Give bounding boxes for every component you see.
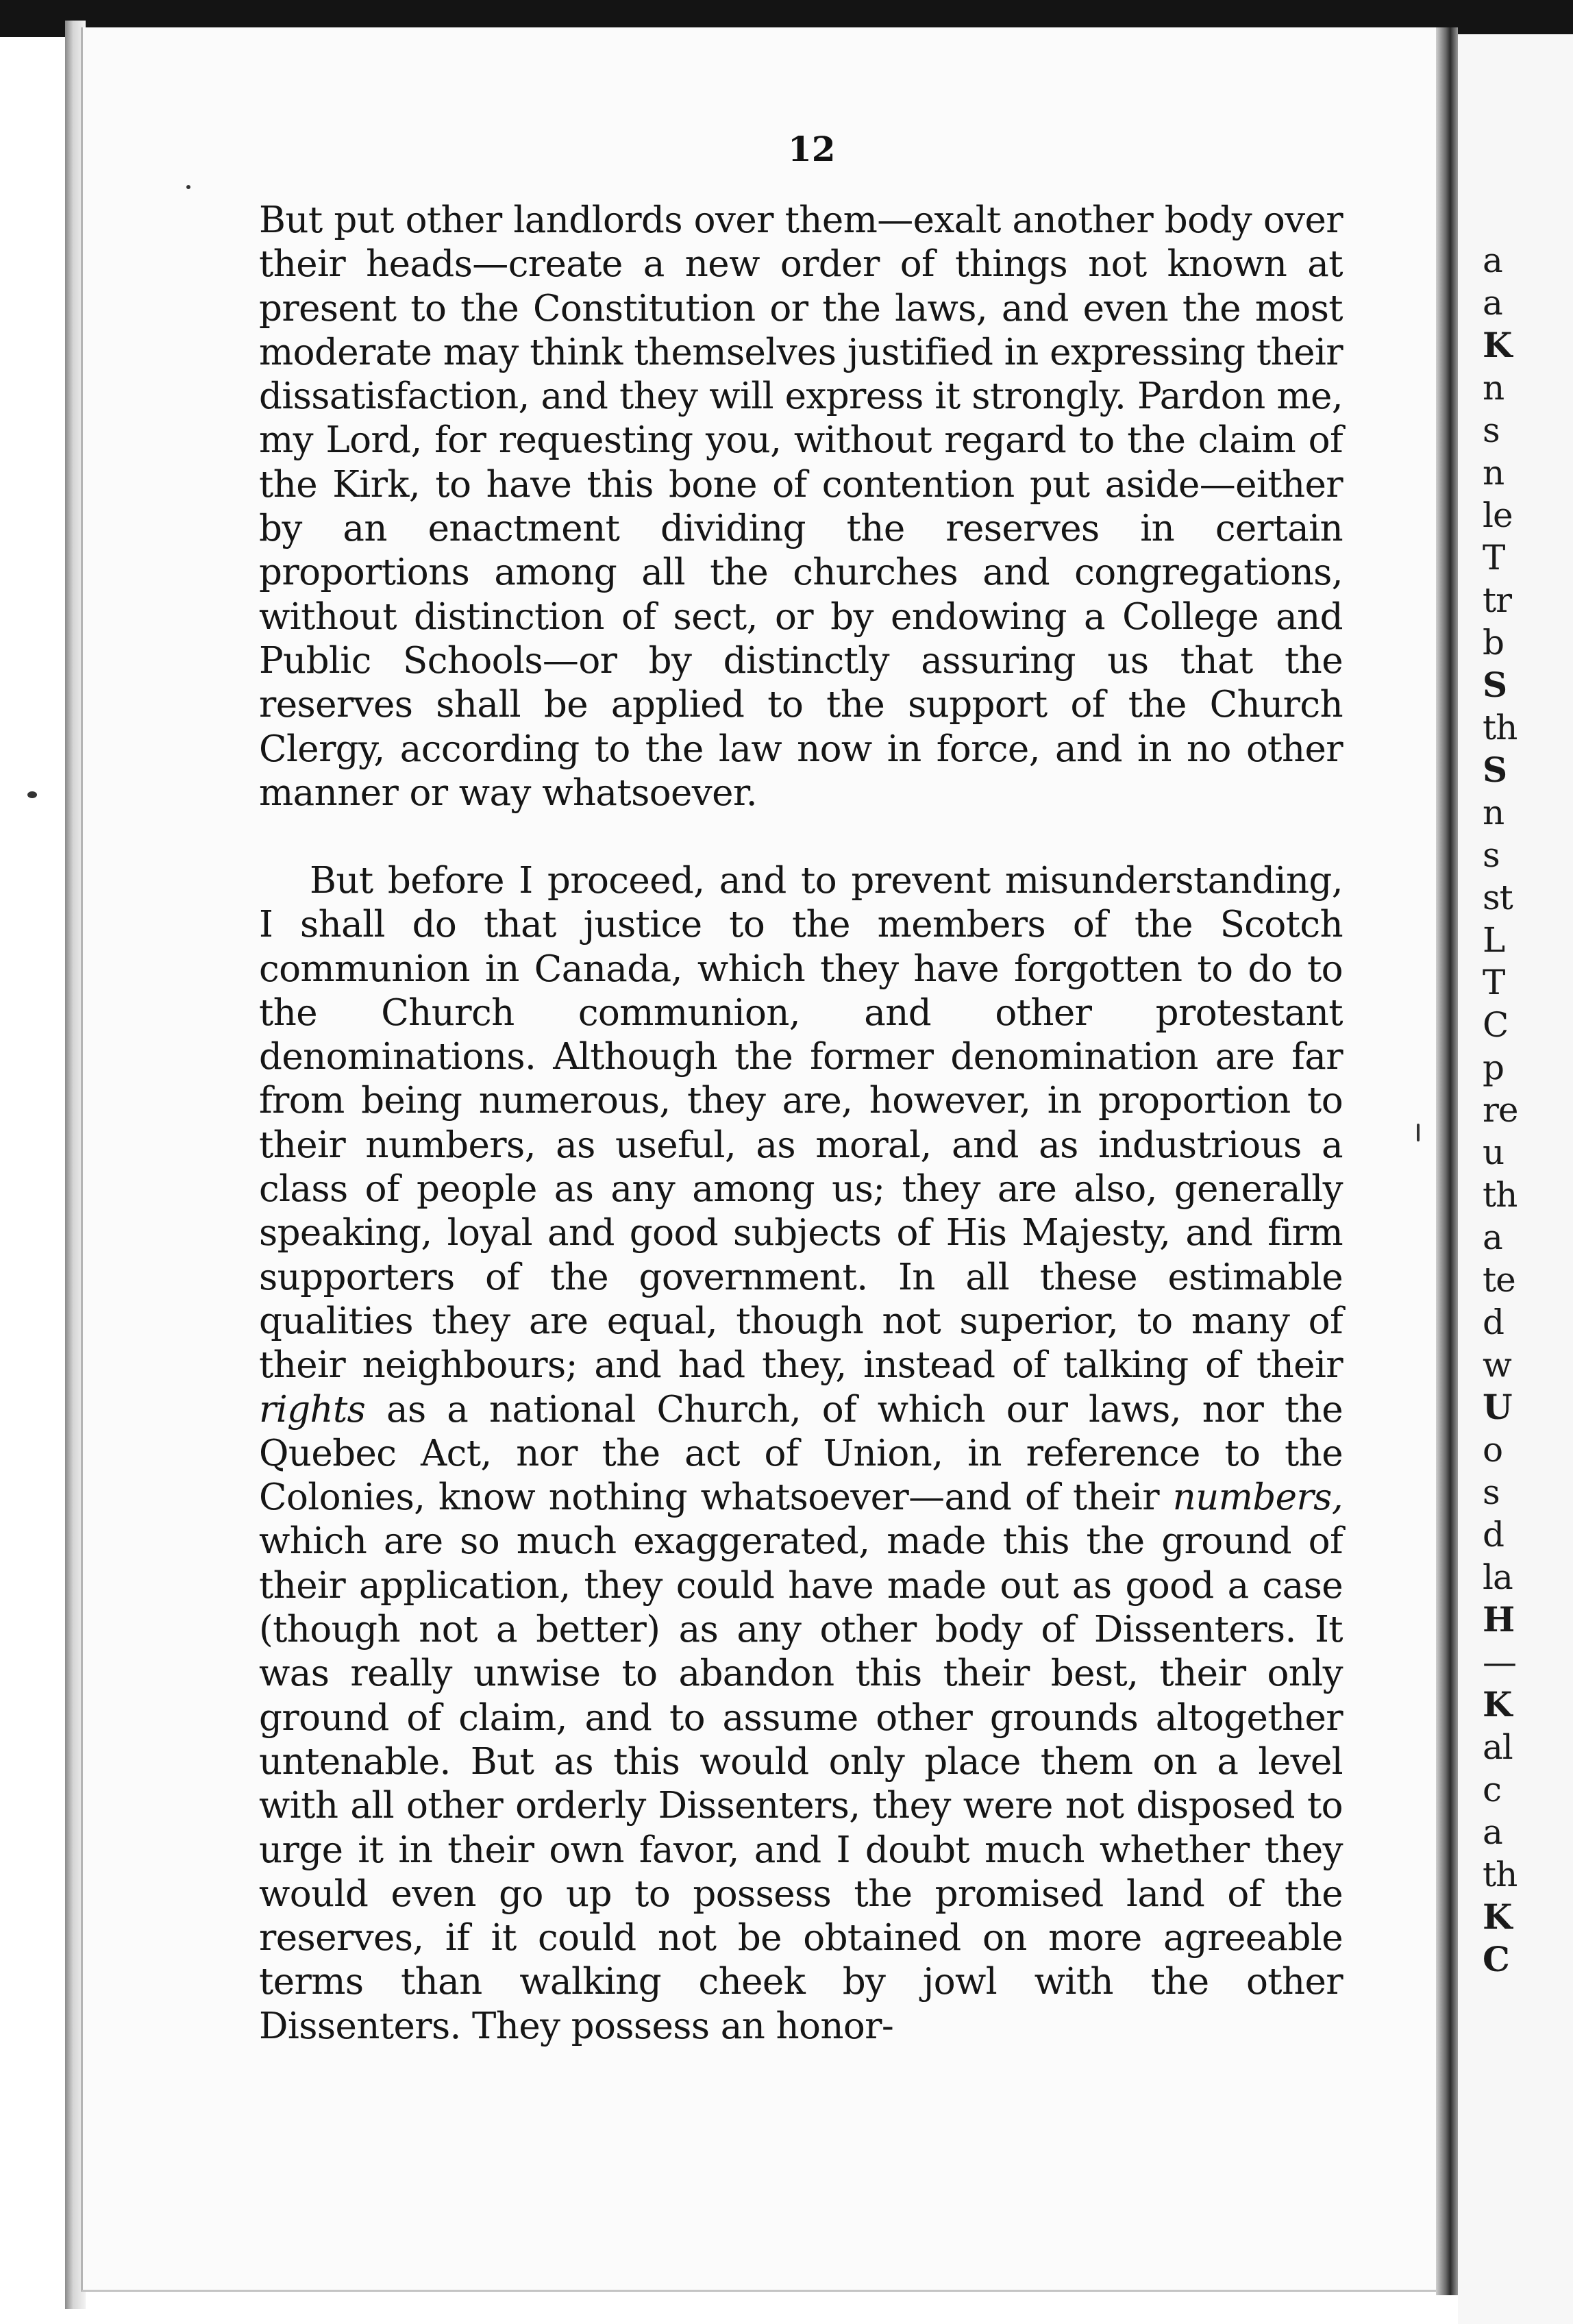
next-page-fragment: p — [1483, 1048, 1504, 1087]
next-page-fragment: H — [1483, 1599, 1515, 1640]
next-page-fragment: th — [1483, 1855, 1518, 1894]
next-page-fragment: d — [1483, 1302, 1504, 1342]
scan-speck — [27, 791, 37, 798]
next-page-fragment: u — [1483, 1133, 1504, 1172]
next-page-edge — [1458, 34, 1573, 2324]
next-page-fragment: K — [1483, 1684, 1512, 1725]
next-page-fragment: c — [1483, 1770, 1502, 1809]
paragraph-2-text-a: But before I proceed, and to prevent misunderstanding, I shall do that justice to the members of the Scotch communion in Canada, which they have forgotten to do to the Church communion, and other protestant denominations. Although the former denomination are far from being numerous, they are, however, in proportion to their numbers, as useful, as moral, and as industrious a class of people as any among us; they are also, generally speaking, loyal and good subjects of His Majesty, and firm supporters of the government. In all these estimable qualities they are equal, though not superior, to many of their neighbours; and had they, instead of talking of their — [259, 860, 1343, 1387]
next-page-fragment: s — [1483, 835, 1500, 875]
next-page-fragment: T — [1483, 963, 1505, 1002]
next-page-fragment: le — [1483, 495, 1513, 535]
emphasis-numbers: numbers, — [1172, 1476, 1343, 1519]
next-page-fragment: S — [1483, 750, 1507, 790]
next-page-fragment: L — [1483, 920, 1505, 960]
next-page-fragment: T — [1483, 538, 1505, 578]
next-page-fragment: S — [1483, 665, 1507, 705]
paragraph-2-text-c: which are so much exaggerated, made this the ground of their application, they could have made out as good a case (though not a better) as any other body of Dissenters. It was really unwise to abandon this their best, their only ground of claim, and to assume other grounds altogether untenable. But as this would only place them on a level with all other orderly Dissenters, they were not disposed to urge it in their own favor, and I doubt much whether they would even go up to possess the promised land of the reserves, if it could not be obtained on more agreeable terms than walking cheek by jowl with the other Dissenters. They possess an honor- — [259, 1520, 1343, 2047]
next-page-fragment: n — [1483, 453, 1504, 493]
book-gutter — [1436, 27, 1458, 2295]
next-page-fragment: d — [1483, 1515, 1504, 1555]
emphasis-rights: rights — [259, 1388, 366, 1431]
next-page-fragment: o — [1483, 1430, 1503, 1470]
page-number: 12 — [788, 129, 836, 169]
next-page-fragment: K — [1483, 325, 1512, 365]
next-page-fragment: st — [1483, 878, 1513, 917]
next-page-fragment: a — [1483, 1812, 1502, 1852]
next-page-fragment: — — [1483, 1642, 1516, 1682]
next-page-fragment: th — [1483, 708, 1518, 747]
next-page-fragment: tr — [1483, 580, 1511, 620]
next-page-fragment: a — [1483, 283, 1502, 323]
scan-speck — [186, 185, 190, 189]
next-page-fragment: s — [1483, 1472, 1500, 1512]
next-page-fragment: U — [1483, 1387, 1512, 1427]
paragraph-1: But put other landlords over them—exalt another body over their heads—create a new order of things not known at present to the Constitution or the laws, and even the most moderate may think themselves justified in expressing their dissatisfaction, and they will express it strongly. Pardon me, my Lord, for requesting you, without regard to the claim of the Kirk, to have this bone of contention put aside—either by an enactment dividing the reserves in certain proportions among all the churches and congregations, without distinction of sect, or by endowing a College and Public Schools—or by distinctly assuring us that the reserves shall be applied to the support of the Church Clergy, according to the law now in force, and in no other manner or way whatsoever. — [259, 199, 1343, 814]
next-page-fragment: al — [1483, 1727, 1513, 1767]
paragraph-2-text-b: as a national Church, of which our laws, nor the Quebec Act, nor the act of Union, in reference to the Colonies, know nothing whatsoever—and of their — [259, 1388, 1343, 1519]
next-page-fragment: a — [1483, 240, 1502, 280]
paragraph-2 — [259, 859, 1343, 2049]
next-page-fragment: n — [1483, 368, 1504, 408]
next-page-fragment: te — [1483, 1260, 1515, 1300]
next-page-fragment: C — [1483, 1005, 1509, 1045]
next-page-fragment: n — [1483, 793, 1504, 832]
next-page-fragment: a — [1483, 1217, 1502, 1257]
next-page-fragment: w — [1483, 1345, 1511, 1385]
scan-speck — [1417, 1124, 1420, 1141]
next-page-fragment: s — [1483, 410, 1500, 450]
next-page-fragment: la — [1483, 1557, 1513, 1597]
next-page-fragment: K — [1483, 1896, 1512, 1937]
next-page-fragment: re — [1483, 1090, 1518, 1130]
next-page-fragment: C — [1483, 1939, 1509, 1979]
next-page-fragment: th — [1483, 1175, 1518, 1215]
next-page-fragment: b — [1483, 623, 1504, 663]
